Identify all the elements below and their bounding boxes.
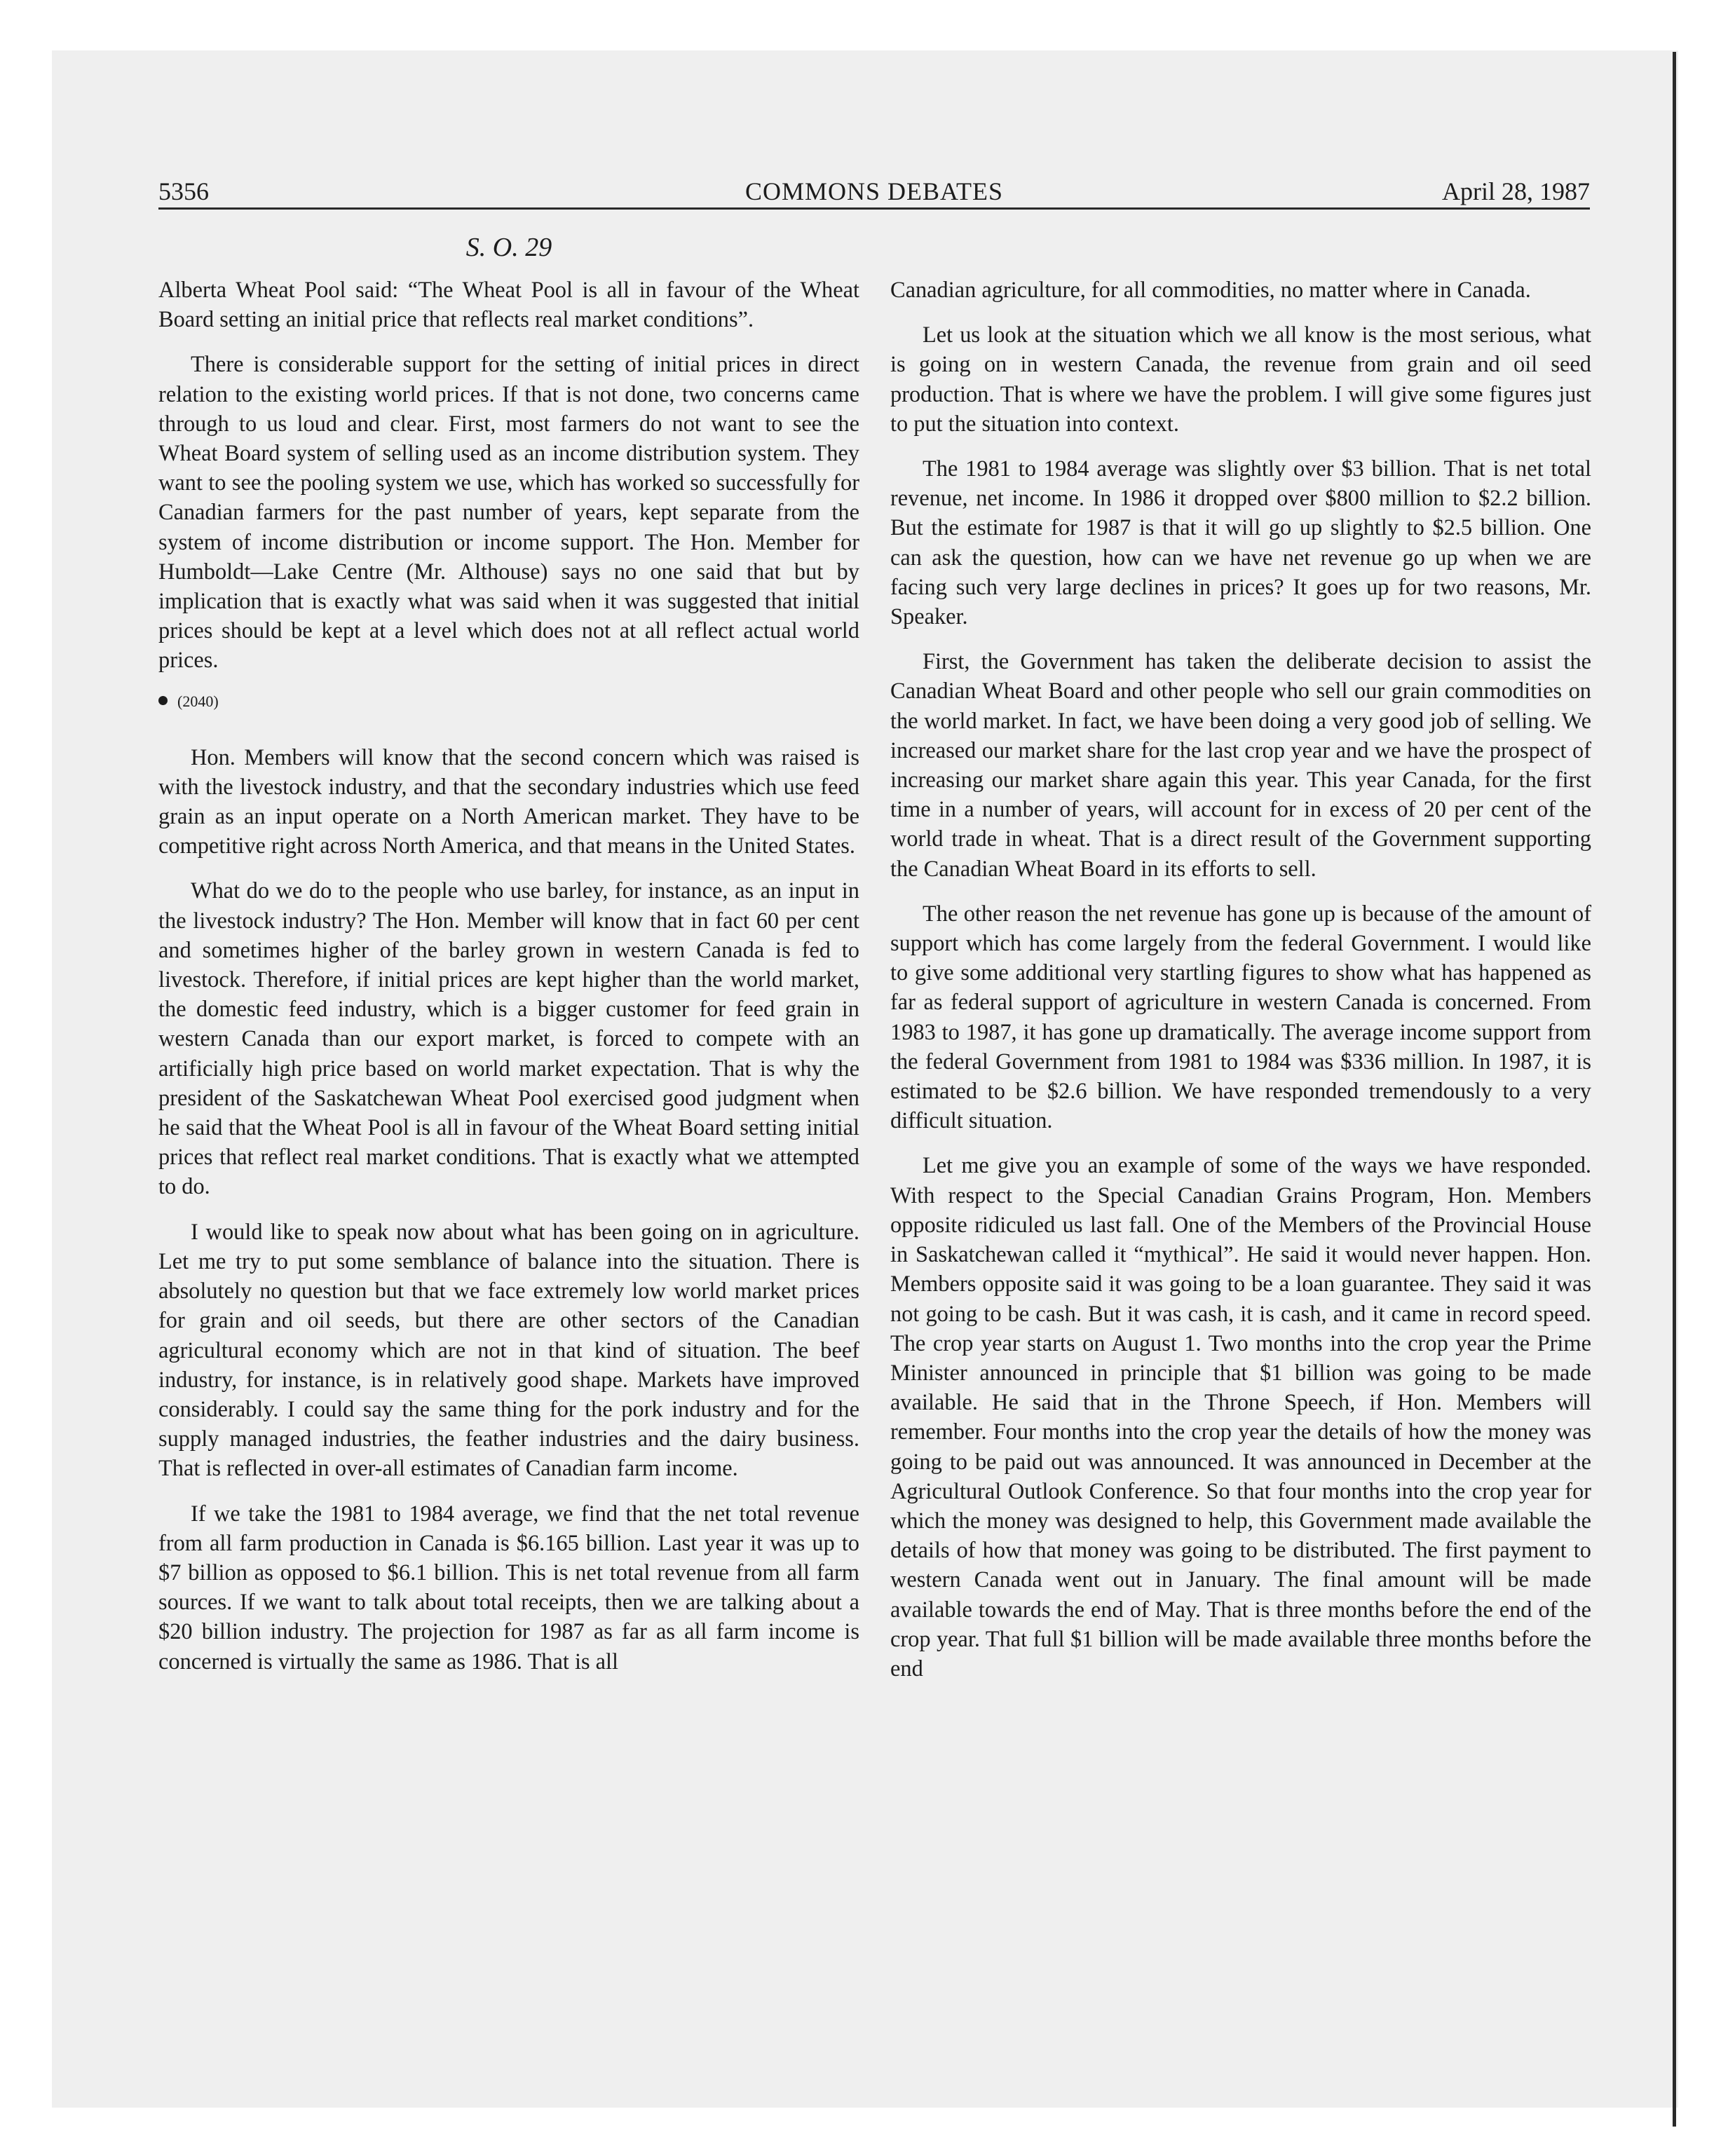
paragraph: If we take the 1981 to 1984 average, we find that the net total revenue from all farm production in Canada is $6.165 billion. Last year it was up to $7 billion as opposed to $6.1 billion. This is net total revenue from all farm sources. If we want to talk about total receipts, then we are talking about a $20 billion industry. The projection for 1987 as far as all farm income is concerned is virtually the same as 1986. That is all [158, 1501, 859, 1674]
paragraph: Canadian agriculture, for all commodities, no matter where in Canada. [890, 278, 1531, 303]
left-column [158, 275, 859, 1692]
right-column [890, 275, 1591, 1699]
bullet-icon [158, 696, 168, 705]
section-label: S. O. 29 [465, 233, 552, 262]
paragraph: What do we do to the people who use barley, for instance, as an input in the livestock industry? The Hon. Member will know that in fact 60 per cent and sometimes higher of the barley grown in western Canada is fed to livestock. Therefore, if initial prices are kept higher than the world market, the domestic feed industry, which is a bigger customer for feed grain in western Canada than our export market, is forced to compete with an artificially high price based on world market expectation. That is why the president of the Saskatchewan Wheat Pool exercised good judgment when he said that the Wheat Pool is all in favour of the Wheat Board setting initial prices that reflect real market conditions. That is exactly what we attempted to do. [158, 878, 859, 1200]
issue-date: April 28, 1987 [1442, 177, 1590, 205]
page-edge-rule [1673, 52, 1676, 2127]
paragraph: The other reason the net revenue has gone up is because of the amount of support which has come largely from the federal Government. I would like to give some additional very startling figures to show what has happened as far as federal support of agriculture in western Canada is concerned. From 1983 to 1987, it has gone up dramatically. The average income support from the federal Government from 1981 to 1984 was $336 million. In 1987, it is estimated to be $2.6 billion. We have responded tremendously to a very difficult situation. [890, 901, 1591, 1134]
page-header [158, 175, 1590, 210]
paragraph: First, the Government has taken the deliberate decision to assist the Canadian Wheat Board and other people who sell our grain commodities on the world market. In fact, we have been doing a very good job of selling. We increased our market share for the last crop year and we have the prospect of increasing our market share again this year. This year Canada, for the first time in a number of years, will account for in excess of 20 per cent of the world trade in wheat. That is a direct result of the Government supporting the Canadian Wheat Board in its efforts to sell. [890, 649, 1591, 882]
paragraph: Hon. Members will know that the second concern which was raised is with the livestock industry, and that the secondary industries which use feed grain as an input operate on a North American market. They have to be competitive right across North America, and that means in the United States. [158, 744, 859, 859]
page-number: 5356 [158, 177, 209, 205]
paragraph: Let me give you an example of some of the ways we have responded. With respect to the Special Canadian Grains Program, Hon. Members opposite ridiculed us last fall. One of the Members of the Provincial House in Saskatchewan called it “mythical”. He said it would never happen. Hon. Members opposite said it was going to be a loan guarantee. They said it was not going to be cash. But it was cash, it is cash, and it came in record speed. The crop year starts on August 1. Two months into the crop year the Prime Minister announced in principle that $1 billion was going to be made available. He said that in the Throne Speech, if Hon. Members will remember. Four months into the crop year the details of how the money was going to be paid out was announced. It was announced in December at the Agricultural Outlook Conference. So that four months into the crop year for which the money was designed to help, this Government made available the details of how that money was going to be distributed. The first payment to western Canada went out in January. The final amount will be made available towards the end of May. That is three months before the end of the crop year. That full $1 billion will be made available three months before the end [890, 1153, 1591, 1681]
time-marker [158, 691, 859, 712]
paragraph: I would like to speak now about what has been going on in agriculture. Let me try to put some semblance of balance into the situation. There is absolutely no question but that we face extremely low world market prices for grain and oil seeds, but there are other sectors of the Canadian agricultural economy which are not in that kind of situation. The beef industry, for instance, is in relatively good shape. Markets have improved considerably. I could say the same thing for the pork industry and for the supply managed industries, the feather industries and the dairy business. That is reflected in over-all estimates of Canadian farm income. [158, 1219, 859, 1482]
paragraph: Let us look at the situation which we all know is the most serious, what is going on in western Canada, the revenue from grain and oil seed production. That is where we have the problem. I will give some figures just to put the situation into context. [890, 322, 1591, 437]
journal-title: COMMONS DEBATES [744, 177, 1004, 205]
paragraph: There is considerable support for the setting of initial prices in direct relation to the existing world prices. If that is not done, two concerns came through to us loud and clear. First, most farmers do not want to see the Wheat Board system of selling used as an income distribution system. They want to see the pooling system we use, which has worked so successfully for Canadian farmers for the past number of years, kept separate from the system of income distribution or income support. The Hon. Member for Humboldt—Lake Centre (Mr. Althouse) says no one said that but by implication that is exactly what was said when it was suggested that initial prices should be kept at a level which does not at all reflect actual world prices. [158, 352, 859, 674]
paragraph: The 1981 to 1984 average was slightly over $3 billion. That is net total revenue, net income. In 1986 it dropped over $800 million to $2.2 billion. But the estimate for 1987 is that it will go up slightly to $2.5 billion. One can ask the question, how can we have net revenue go up when we are facing such very large declines in prices? It goes up for two reasons, Mr. Speaker. [890, 456, 1591, 630]
time-marker-label: (2040) [177, 692, 219, 710]
paragraph: Alberta Wheat Pool said: “The Wheat Pool is all in favour of the Wheat Board setting an initial price that reflects real market conditions”. [158, 278, 859, 333]
